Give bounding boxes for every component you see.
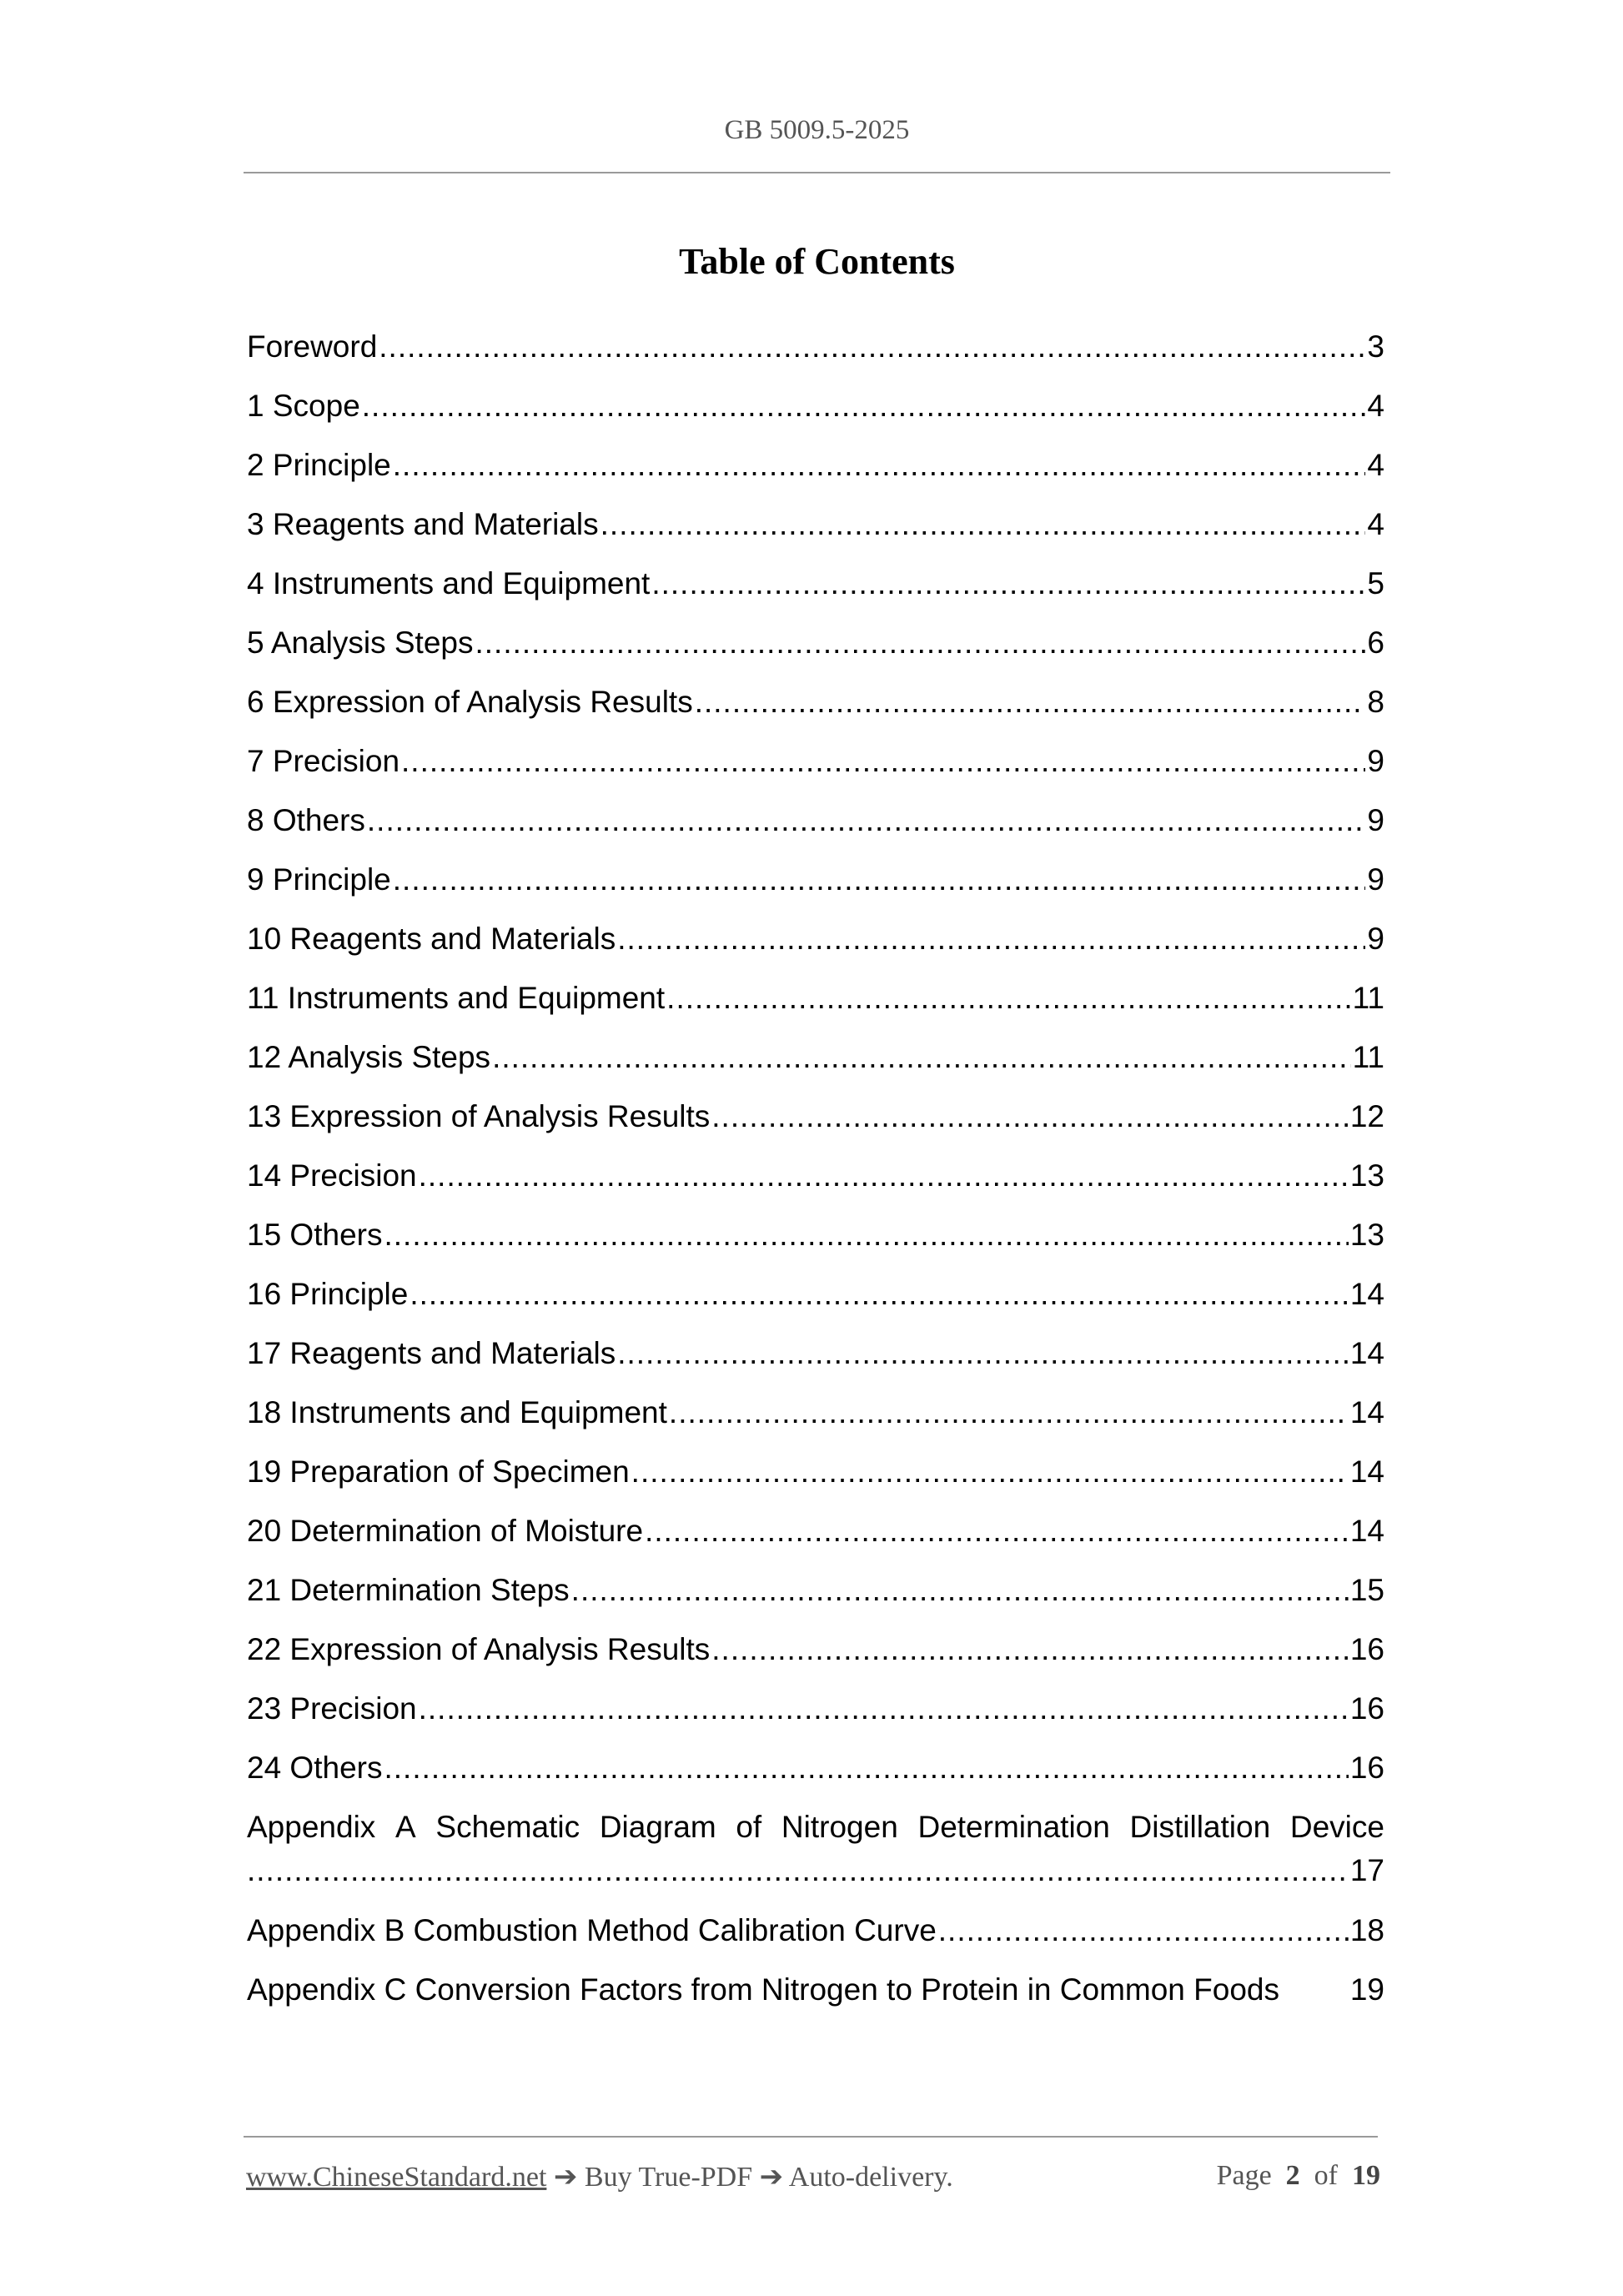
footer-promo [246, 2160, 953, 2193]
dot-leader [362, 384, 1366, 428]
appendix-a-word: Appendix [247, 1810, 376, 1844]
toc-entry-appendix-b[interactable] [247, 1909, 1384, 1968]
page-indicator [1217, 2160, 1380, 2192]
toc-page-number: 16 [1349, 1632, 1384, 1666]
toc-page-number: 13 [1349, 1218, 1384, 1252]
dot-leader [651, 562, 1365, 605]
toc-entry[interactable] [247, 740, 1384, 799]
document-code-header: GB 5009.5-2025 [724, 115, 910, 145]
toc-page-number: 13 [1349, 1158, 1384, 1193]
dot-leader [410, 1273, 1349, 1316]
table-of-contents [247, 325, 1384, 2027]
toc-entry[interactable] [247, 503, 1384, 562]
toc-page-number: 11 [1352, 1040, 1384, 1074]
toc-entry[interactable] [247, 1036, 1384, 1095]
of-label: of [1314, 2160, 1338, 2191]
toc-entry-title: 6 Expression of Analysis Results [247, 685, 693, 719]
toc-entry-title: 3 Reagents and Materials [247, 507, 599, 541]
dot-leader [938, 1909, 1349, 1952]
total-page-count: 19 [1352, 2160, 1380, 2191]
toc-entry-title: 11 Instruments and Equipment [247, 981, 666, 1015]
toc-page-number: 3 [1367, 329, 1384, 364]
footer-divider [244, 2136, 1378, 2138]
toc-entry-title: 24 Others [247, 1751, 383, 1785]
dot-leader [631, 1450, 1349, 1494]
toc-page-number: 4 [1367, 507, 1384, 541]
dot-leader [401, 740, 1365, 783]
toc-page-number: 16 [1349, 1751, 1384, 1785]
appendix-a-word: of [736, 1810, 762, 1844]
toc-entry[interactable] [247, 1687, 1384, 1746]
toc-page-number: 14 [1349, 1454, 1384, 1489]
toc-entry-title: 21 Determination Steps [247, 1573, 570, 1607]
dot-leader [475, 621, 1365, 665]
toc-page-number: 6 [1367, 625, 1384, 660]
dot-leader [384, 1213, 1348, 1257]
dot-leader [393, 444, 1366, 487]
toc-entry[interactable] [247, 384, 1384, 444]
toc-page-number: 4 [1367, 389, 1384, 423]
dot-leader [247, 1849, 1349, 1892]
toc-page-number: 11 [1352, 981, 1384, 1015]
toc-page-number: 5 [1367, 566, 1384, 600]
header-divider [244, 172, 1390, 173]
toc-entry-title: 20 Determination of Moisture [247, 1514, 644, 1548]
appendix-a-word: Distillation [1129, 1810, 1271, 1844]
toc-page-number: 15 [1349, 1573, 1384, 1607]
dot-leader [379, 325, 1365, 369]
toc-page-number: 4 [1367, 448, 1384, 482]
toc-entry-title: 13 Expression of Analysis Results [247, 1099, 711, 1133]
toc-page-number: 19 [1349, 1972, 1384, 2007]
toc-page-number: 18 [1349, 1913, 1384, 1947]
toc-entry[interactable] [247, 1213, 1384, 1273]
auto-delivery-text: Auto-delivery. [788, 2162, 953, 2193]
toc-entry-title: 8 Others [247, 803, 365, 837]
buy-pdf-text: Buy True-PDF [584, 2162, 753, 2193]
toc-page-number: 14 [1349, 1395, 1384, 1429]
toc-page-number: 17 [1349, 1853, 1384, 1887]
toc-entry-title: Appendix C Conversion Factors from Nitrogen to Protein in Common Foods [247, 1972, 1279, 2007]
toc-page-number: 12 [1349, 1099, 1384, 1133]
toc-entry-title: 1 Scope [247, 389, 360, 423]
arrow-icon: ➔ [553, 2162, 578, 2193]
toc-entry-title: 7 Precision [247, 744, 400, 778]
toc-entry[interactable] [247, 799, 1384, 858]
toc-entry[interactable] [247, 562, 1384, 621]
dot-leader [666, 977, 1350, 1020]
dot-leader [393, 858, 1366, 902]
toc-page-number: 9 [1367, 803, 1384, 837]
dot-leader [711, 1095, 1349, 1138]
toc-entry-title: 16 Principle [247, 1277, 409, 1311]
page-label: Page [1216, 2160, 1272, 2191]
appendix-a-word: Device [1289, 1810, 1384, 1844]
appendix-a-word: Diagram [599, 1810, 716, 1844]
appendix-a-title [247, 1806, 1384, 1849]
toc-entry[interactable] [247, 444, 1384, 503]
appendix-a-word: A [395, 1810, 416, 1844]
toc-entry[interactable] [247, 621, 1384, 681]
toc-entry[interactable] [247, 1510, 1384, 1569]
toc-entry-title: 4 Instruments and Equipment [247, 566, 651, 600]
toc-page-number: 8 [1367, 685, 1384, 719]
current-page-number: 2 [1285, 2160, 1300, 2191]
toc-entry-title: 17 Reagents and Materials [247, 1336, 616, 1370]
dot-leader [600, 503, 1366, 546]
dot-leader [711, 1628, 1349, 1671]
toc-entry[interactable] [247, 917, 1384, 977]
toc-entry[interactable] [247, 1391, 1384, 1450]
toc-entry-title: 5 Analysis Steps [247, 625, 474, 660]
toc-entry[interactable] [247, 1095, 1384, 1154]
dot-leader [669, 1391, 1349, 1434]
toc-page-number: 9 [1367, 744, 1384, 778]
toc-entry-title: 18 Instruments and Equipment [247, 1395, 667, 1429]
toc-page-number: 14 [1349, 1336, 1384, 1370]
dot-leader [645, 1510, 1349, 1553]
toc-page-number: 14 [1349, 1277, 1384, 1311]
dot-leader [617, 1332, 1349, 1375]
toc-entry-title: 23 Precision [247, 1691, 417, 1726]
toc-entry[interactable] [247, 1154, 1384, 1213]
dot-leader [419, 1154, 1349, 1198]
toc-entry-title: 10 Reagents and Materials [247, 922, 616, 956]
toc-entry[interactable] [247, 1273, 1384, 1332]
toc-entry-title: Appendix B Combustion Method Calibration Curve [247, 1913, 937, 1947]
toc-entry-title: 22 Expression of Analysis Results [247, 1632, 711, 1666]
dot-leader [617, 917, 1365, 961]
toc-entry-title: Foreword [247, 329, 378, 364]
toc-entry-title: 2 Principle [247, 448, 391, 482]
toc-entries [247, 325, 1384, 1806]
toc-entry-appendix-c[interactable] [247, 1968, 1384, 2027]
toc-entry[interactable] [247, 1628, 1384, 1687]
toc-entry[interactable] [247, 681, 1384, 740]
toc-entry[interactable] [247, 977, 1384, 1036]
appendix-a-word: Nitrogen [781, 1810, 898, 1844]
dot-leader [571, 1569, 1349, 1612]
toc-entry[interactable] [247, 1569, 1384, 1628]
appendix-a-word: Determination [917, 1810, 1110, 1844]
dot-leader [384, 1746, 1348, 1790]
toc-page-number: 14 [1349, 1514, 1384, 1548]
toc-entry-title: 15 Others [247, 1218, 383, 1252]
toc-entry[interactable] [247, 858, 1384, 917]
toc-entry[interactable] [247, 1746, 1384, 1806]
toc-entry-title: 12 Analysis Steps [247, 1040, 491, 1074]
toc-page-number: 9 [1367, 922, 1384, 956]
dot-leader [367, 799, 1366, 842]
dot-leader [492, 1036, 1351, 1079]
toc-entry[interactable] [247, 1450, 1384, 1510]
toc-entry[interactable] [247, 1332, 1384, 1391]
page-title: Table of Contents [679, 241, 955, 282]
website-link[interactable]: www.ChineseStandard.net [246, 2162, 547, 2193]
toc-page-number: 16 [1349, 1691, 1384, 1726]
toc-entry-title: 19 Preparation of Specimen [247, 1454, 630, 1489]
toc-entry-appendix-a[interactable] [247, 1806, 1384, 1909]
dot-leader [695, 681, 1366, 724]
toc-entry-title: 14 Precision [247, 1158, 417, 1193]
toc-entry-title: 9 Principle [247, 862, 391, 897]
toc-page-number: 9 [1367, 862, 1384, 897]
appendix-a-word: Schematic [435, 1810, 580, 1844]
arrow-icon: ➔ [759, 2162, 784, 2193]
dot-leader [419, 1687, 1349, 1731]
toc-entry[interactable] [247, 325, 1384, 384]
